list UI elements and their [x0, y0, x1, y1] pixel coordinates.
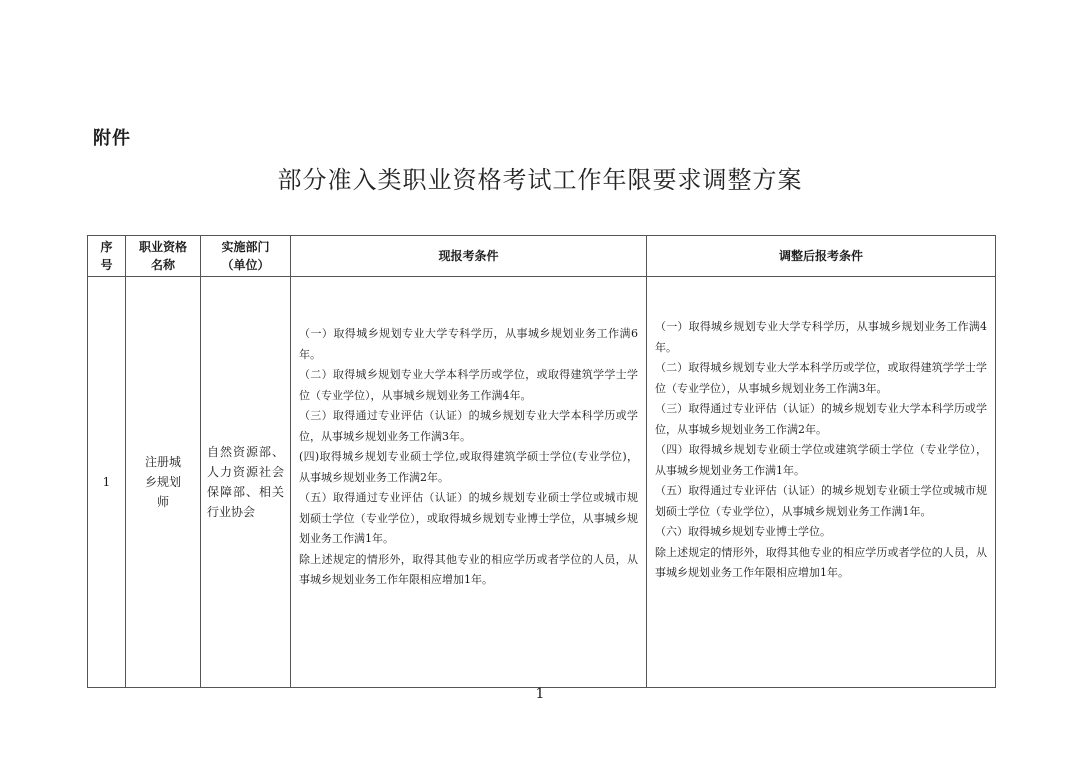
- current-condition: （一）取得城乡规划专业大学专科学历，从事城乡规划业务工作满6年。: [299, 327, 638, 361]
- adjusted-condition: （三）取得通过专业评估（认证）的城乡规划专业大学本科学历或学位，从事城乡规划业务工作满2年。: [655, 402, 987, 436]
- requirements-table: [87, 235, 996, 688]
- header-no: 序号: [88, 236, 126, 277]
- header-current: 现报考条件: [291, 236, 647, 277]
- header-adjusted: 调整后报考条件: [647, 236, 996, 277]
- current-condition: (四)取得城乡规划专业硕士学位,或取得建筑学硕士学位(专业学位)，从事城乡规划业务工作满2年。: [299, 450, 638, 484]
- cell-adjusted-conditions: [647, 277, 996, 688]
- header-dept: 实施部门（单位）: [201, 236, 291, 277]
- cell-name: 注册城乡规划师: [126, 277, 201, 688]
- table-header-row: [88, 236, 996, 277]
- current-condition: （五）取得通过专业评估（认证）的城乡规划专业硕士学位或城市规划硕士学位（专业学位），或取得城乡规划专业博士学位，从事城乡规划业务工作满1年。: [299, 491, 638, 545]
- current-condition: （二）取得城乡规划专业大学本科学历或学位，或取得建筑学学士学位（专业学位），从事城乡规划业务工作满4年。: [299, 368, 638, 402]
- cell-no: 1: [88, 277, 126, 688]
- adjusted-condition: （二）取得城乡规划专业大学本科学历或学位，或取得建筑学学士学位（专业学位），从事城乡规划业务工作满3年。: [655, 361, 987, 395]
- page-number: 1: [535, 686, 545, 702]
- adjusted-condition: 除上述规定的情形外，取得其他专业的相应学历或者学位的人员，从事城乡规划业务工作年限相应增加1年。: [655, 545, 987, 579]
- table-row: [88, 277, 996, 688]
- header-name: 职业资格名称: [126, 236, 201, 277]
- cell-dept: 自然资源部、人力资源社会保障部、相关行业协会: [201, 277, 291, 688]
- cell-current-conditions: [291, 277, 647, 688]
- current-condition: 除上述规定的情形外，取得其他专业的相应学历或者学位的人员，从事城乡规划业务工作年限相应增加1年。: [299, 552, 638, 586]
- document-title: 部分准入类职业资格考试工作年限要求调整方案: [277, 166, 803, 194]
- adjusted-condition: （四）取得城乡规划专业硕士学位或建筑学硕士学位（专业学位），从事城乡规划业务工作满1年。: [655, 443, 987, 477]
- attachment-label: 附件: [93, 128, 131, 149]
- adjusted-condition: （六）取得城乡规划专业博士学位。: [655, 525, 831, 538]
- adjusted-condition: （一）取得城乡规划专业大学专科学历，从事城乡规划业务工作满4年。: [655, 320, 987, 354]
- adjusted-condition: （五）取得通过专业评估（认证）的城乡规划专业硕士学位或城市规划硕士学位（专业学位），从事城乡规划业务工作满1年。: [655, 484, 987, 518]
- current-condition: （三）取得通过专业评估（认证）的城乡规划专业大学本科学历或学位，从事城乡规划业务工作满3年。: [299, 409, 638, 443]
